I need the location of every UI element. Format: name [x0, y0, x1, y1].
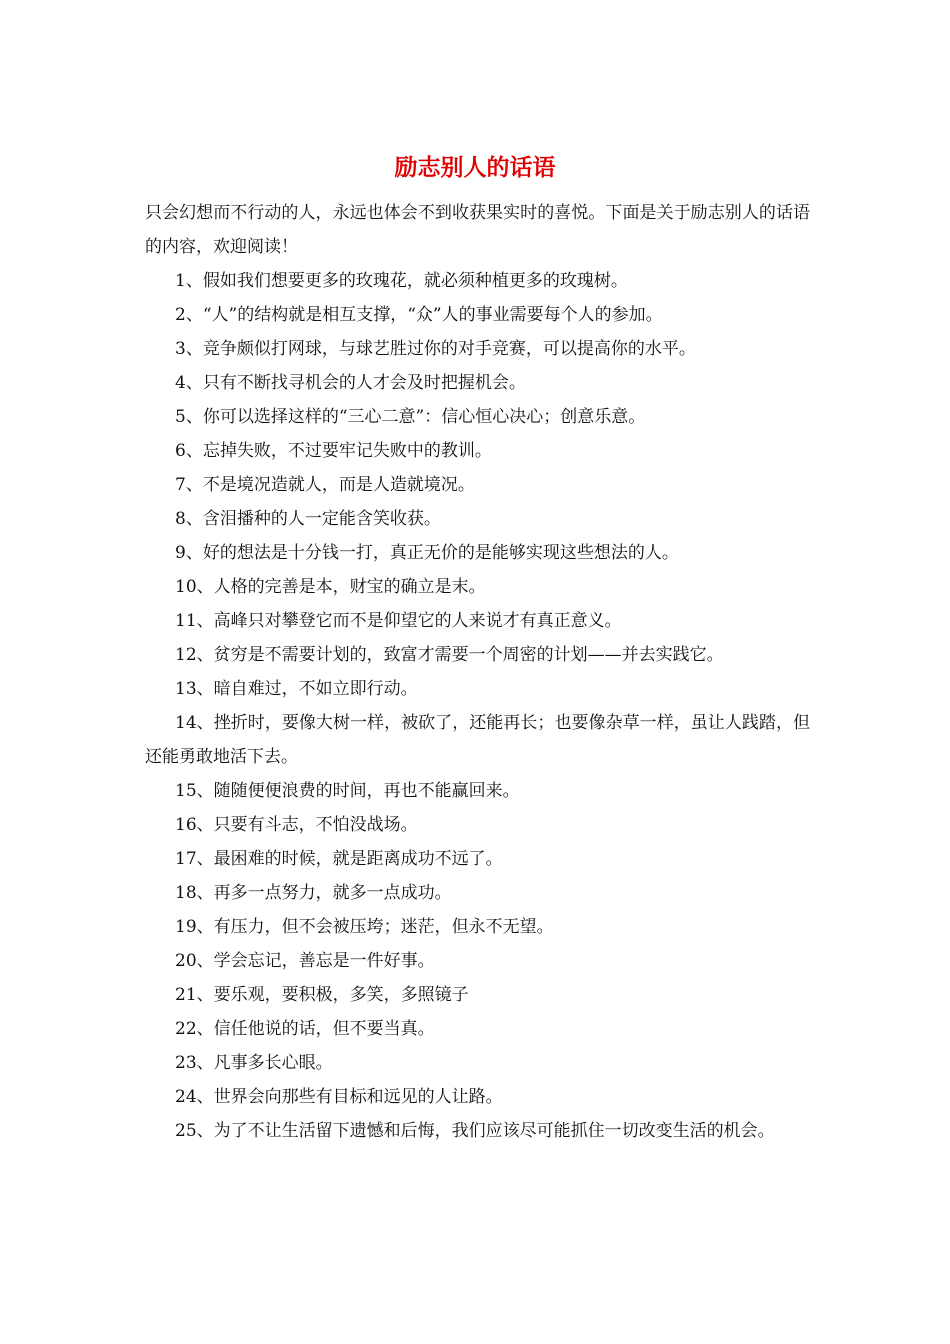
- list-item: 3、竞争颇似打网球，与球艺胜过你的对手竞赛，可以提高你的水平。: [175, 339, 696, 359]
- list-item: 13、暗自难过，不如立即行动。: [175, 679, 418, 699]
- list-item: 14、挫折时，要像大树一样，被砍了，还能再长；也要像杂草一样，虽让人践踏，但还能勇敢地活下去。: [145, 713, 810, 767]
- list-item: 9、好的想法是十分钱一打，真正无价的是能够实现这些想法的人。: [175, 543, 679, 563]
- list-item: 7、不是境况造就人，而是人造就境况。: [175, 475, 475, 495]
- list-item: 10、人格的完善是本，财宝的确立是末。: [175, 577, 486, 597]
- list-item: 24、世界会向那些有目标和远见的人让路。: [175, 1087, 503, 1107]
- list-item: 17、最困难的时候，就是距离成功不远了。: [175, 849, 503, 869]
- document-title: 励志别人的话语: [394, 155, 556, 181]
- list-item: 18、再多一点努力，就多一点成功。: [175, 883, 452, 903]
- list-item: 1、假如我们想要更多的玫瑰花，就必须种植更多的玫瑰树。: [175, 271, 628, 291]
- list-item: 2、“人”的结构就是相互支撑，“众”人的事业需要每个人的参加。: [175, 305, 663, 325]
- list-item: 16、只要有斗志，不怕没战场。: [175, 815, 418, 835]
- list-item: 19、有压力，但不会被压垮；迷茫，但永不无望。: [175, 917, 554, 937]
- list-item: 15、随随便便浪费的时间，再也不能赢回来。: [175, 781, 520, 801]
- list-item: 12、贫穷是不需要计划的，致富才需要一个周密的计划——并去实践它。: [175, 645, 724, 665]
- intro-paragraph: 只会幻想而不行动的人，永远也体会不到收获果实时的喜悦。下面是关于励志别人的话语的内容，欢迎阅读！: [145, 203, 810, 257]
- list-item: 20、学会忘记，善忘是一件好事。: [175, 951, 435, 971]
- list-item: 22、信任他说的话，但不要当真。: [175, 1019, 435, 1039]
- list-item: 4、只有不断找寻机会的人才会及时把握机会。: [175, 373, 526, 393]
- list-item: 23、凡事多长心眼。: [175, 1053, 333, 1073]
- list-item: 6、忘掉失败，不过要牢记失败中的教训。: [175, 441, 492, 461]
- list-item: 5、你可以选择这样的“三心二意”：信心恒心决心；创意乐意。: [175, 407, 646, 427]
- document-body: [145, 196, 810, 1148]
- list-item: 21、要乐观，要积极，多笑，多照镜子: [175, 985, 469, 1005]
- list-item: 11、高峰只对攀登它而不是仰望它的人来说才有真正意义。: [175, 611, 622, 631]
- list-item: 25、为了不让生活留下遗憾和后悔，我们应该尽可能抓住一切改变生活的机会。: [175, 1121, 775, 1141]
- list-item: 8、含泪播种的人一定能含笑收获。: [175, 509, 441, 529]
